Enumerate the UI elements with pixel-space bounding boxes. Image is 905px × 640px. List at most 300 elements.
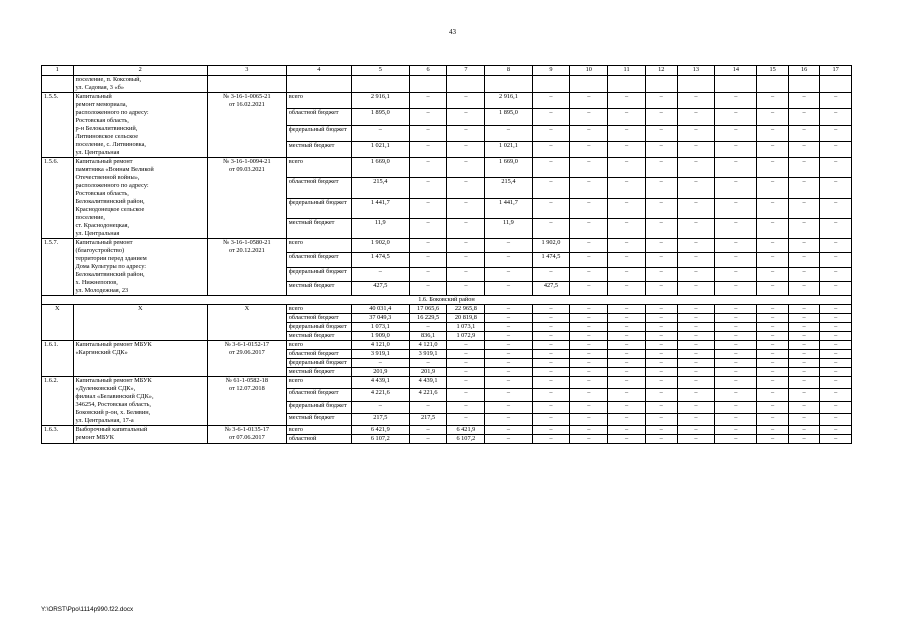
value-cell: – [715,305,757,314]
value-cell: – [820,332,852,341]
value-cell: – [788,332,820,341]
item-name [73,239,207,296]
value-cell: – [646,413,678,425]
value-cell: – [677,281,715,295]
value-cell: – [608,198,646,218]
value-cell: – [485,377,532,389]
cell-line: Капитальный ремонт [75,239,133,246]
value-cell: – [646,267,678,281]
funding-source: всего [286,93,351,109]
value-cell: – [447,109,485,125]
value-cell: – [532,323,570,332]
value-cell: – [715,141,757,157]
value-cell: – [532,314,570,323]
value-cell: – [409,158,447,178]
value-cell: – [485,350,532,359]
value-cell: – [820,109,852,125]
section-row [42,296,852,305]
value-cell: – [570,401,608,413]
value-cell: – [409,323,447,332]
value-cell: – [485,267,532,281]
value-cell: – [677,253,715,267]
value-cell: – [646,368,678,377]
empty-cell [788,76,820,93]
value-cell: – [757,426,789,435]
table-row [42,305,852,314]
value-cell: – [677,141,715,157]
value-cell: – [788,93,820,109]
value-cell: – [485,323,532,332]
value-cell: 1 441,7 [485,198,532,218]
value-cell: – [757,341,789,350]
value-cell: – [485,332,532,341]
value-cell: – [788,239,820,253]
item-name [73,377,207,426]
value-cell: – [788,323,820,332]
cell-line: расположенного по адресу: [75,109,149,116]
value-cell: – [608,218,646,238]
value-cell: – [570,178,608,198]
value-cell: – [532,401,570,413]
value-cell: 2 916,1 [351,93,409,109]
funding-source: федеральный бюджет [286,359,351,368]
value-cell: – [532,377,570,389]
value-cell: – [447,158,485,178]
item-document [207,341,286,377]
item-document [207,158,286,239]
value-cell: – [608,178,646,198]
value-cell: – [757,305,789,314]
value-cell: – [677,359,715,368]
empty-cell [485,76,532,93]
value-cell: 3 919,1 [351,350,409,359]
column-number: 8 [485,66,532,76]
value-cell: – [715,253,757,267]
funding-source: местный бюджет [286,332,351,341]
value-cell: – [447,389,485,401]
table-row [42,239,852,253]
funding-source: областной бюджет [286,178,351,198]
value-cell: – [532,158,570,178]
value-cell: 217,5 [351,413,409,425]
value-cell: – [757,389,789,401]
value-cell: – [570,125,608,141]
value-cell: 1 073,1 [447,323,485,332]
value-cell: – [532,93,570,109]
table-row [42,341,852,350]
item-number: 1.6.2. [42,377,74,426]
cell-line: ул. Центральная [75,149,120,156]
value-cell: – [532,125,570,141]
value-cell: – [820,389,852,401]
item-document [207,377,286,426]
cell-line: Белокалитвинский район, [75,198,145,205]
value-cell: – [820,141,852,157]
value-cell: – [820,198,852,218]
value-cell: – [485,253,532,267]
value-cell: – [570,93,608,109]
value-cell: – [608,401,646,413]
value-cell: – [409,281,447,295]
value-cell: – [820,158,852,178]
value-cell: – [485,435,532,444]
value-cell: – [409,178,447,198]
value-cell: – [715,377,757,389]
value-cell: – [757,125,789,141]
empty-cell [207,76,286,93]
funding-source: областной бюджет [286,253,351,267]
value-cell: – [409,253,447,267]
value-cell: – [757,401,789,413]
value-cell: 427,5 [351,281,409,295]
value-cell: – [820,178,852,198]
value-cell: – [646,141,678,157]
value-cell: 37 049,3 [351,314,409,323]
value-cell: – [646,178,678,198]
funding-source: всего [286,305,351,314]
value-cell: – [351,125,409,141]
cell-line: 346254, Ростовская область, [75,401,151,408]
funding-source: всего [286,426,351,435]
value-cell: – [608,253,646,267]
column-number-row [42,66,852,76]
cell-line: Капитальный ремонт МБУК [75,341,152,348]
value-cell: 836,1 [409,332,447,341]
value-cell: – [485,281,532,295]
value-cell: – [715,413,757,425]
item-document [207,305,286,341]
value-cell: – [646,401,678,413]
value-cell: – [788,435,820,444]
value-cell: – [608,267,646,281]
value-cell: – [447,125,485,141]
value-cell: – [820,368,852,377]
value-cell: – [788,413,820,425]
funding-source: федеральный бюджет [286,198,351,218]
value-cell: – [409,93,447,109]
value-cell: – [409,198,447,218]
value-cell: 6 107,2 [351,435,409,444]
value-cell: – [485,389,532,401]
value-cell: – [820,218,852,238]
value-cell: 6 421,9 [447,426,485,435]
column-number: 4 [286,66,351,76]
value-cell: – [409,141,447,157]
value-cell: – [715,158,757,178]
value-cell: – [646,426,678,435]
value-cell: – [757,239,789,253]
funding-source: областной бюджет [286,389,351,401]
funding-source: местный бюджет [286,218,351,238]
value-cell: – [757,377,789,389]
value-cell: – [715,218,757,238]
value-cell: – [485,305,532,314]
value-cell: – [788,141,820,157]
empty-cell [757,76,789,93]
funding-source: местный бюджет [286,281,351,295]
value-cell: – [570,109,608,125]
value-cell: – [608,389,646,401]
value-cell: – [820,125,852,141]
value-cell: – [447,178,485,198]
funding-source: федеральный бюджет [286,125,351,141]
value-cell: – [409,267,447,281]
value-cell: – [409,426,447,435]
table-row [42,93,852,109]
value-cell: – [532,109,570,125]
column-number: 13 [677,66,715,76]
value-cell: – [757,435,789,444]
value-cell: – [715,368,757,377]
column-number: 2 [73,66,207,76]
value-cell: – [757,178,789,198]
cell-line: от 16.02.2021 [229,101,265,108]
value-cell: – [677,377,715,389]
value-cell: – [570,377,608,389]
funding-source: федеральный бюджет [286,267,351,281]
value-cell: – [447,267,485,281]
value-cell: – [646,359,678,368]
cell-line: от 09.03.2021 [229,166,265,173]
value-cell: – [820,314,852,323]
cell-line: расположенного по адресу: [75,182,149,189]
value-cell: – [715,350,757,359]
value-cell: – [447,198,485,218]
value-cell: – [532,332,570,341]
value-cell: – [447,401,485,413]
value-cell: – [570,281,608,295]
funding-source: местный бюджет [286,141,351,157]
value-cell: 1 474,5 [532,253,570,267]
value-cell: 4 221,6 [351,389,409,401]
value-cell: – [646,125,678,141]
value-cell: – [788,305,820,314]
value-cell: 1 895,0 [485,109,532,125]
value-cell: – [409,125,447,141]
value-cell: – [570,368,608,377]
value-cell: 1 073,1 [351,323,409,332]
value-cell: 217,5 [409,413,447,425]
value-cell: – [409,401,447,413]
value-cell: – [608,125,646,141]
funding-source: областной бюджет [286,314,351,323]
value-cell: – [608,426,646,435]
cell-line: ул. Центральная [75,230,120,237]
item-name [73,93,207,158]
value-cell: 4 439,1 [409,377,447,389]
empty-cell [447,76,485,93]
cell-line: х. Нижнепопов, [75,279,118,286]
column-number: 9 [532,66,570,76]
value-cell: 427,5 [532,281,570,295]
value-cell: 1 669,0 [485,158,532,178]
table-row [42,377,852,389]
value-cell: – [788,426,820,435]
column-number: 10 [570,66,608,76]
value-cell: 4 121,0 [351,341,409,350]
value-cell: – [485,413,532,425]
funding-source: местный бюджет [286,368,351,377]
value-cell: – [788,109,820,125]
cell-line: № 3-16-1-0094-21 [223,158,271,165]
funding-source: всего [286,239,351,253]
value-cell: – [409,239,447,253]
value-cell: – [715,389,757,401]
cell-line: Капитальный ремонт [75,158,133,165]
funding-source: местный бюджет [286,413,351,425]
value-cell: 215,4 [351,178,409,198]
value-cell: – [788,368,820,377]
cell-line: Выборочный капитальный [75,426,148,433]
value-cell: – [820,377,852,389]
value-cell: – [788,341,820,350]
value-cell: – [532,413,570,425]
value-cell: – [715,239,757,253]
cell-line: Литвиновское сельское [75,133,139,140]
value-cell: – [677,341,715,350]
value-cell: 1 669,0 [351,158,409,178]
value-cell: – [608,323,646,332]
value-cell: – [570,218,608,238]
value-cell: – [570,158,608,178]
value-cell: – [677,239,715,253]
value-cell: – [608,359,646,368]
value-cell: – [570,341,608,350]
column-number: 7 [447,66,485,76]
value-cell: – [677,323,715,332]
cell-line: ст. Краснодонецкая, [75,222,130,229]
value-cell: – [447,239,485,253]
column-number: 1 [42,66,74,76]
funding-source: всего [286,377,351,389]
value-cell: – [677,435,715,444]
value-cell: – [485,359,532,368]
value-cell: – [677,109,715,125]
value-cell: – [820,350,852,359]
value-cell: – [788,389,820,401]
cell-line: филиал «Белавинский СДК», [75,393,154,400]
column-number: 5 [351,66,409,76]
cell-line: памятника «Воинам Великой [75,166,154,173]
value-cell: – [757,267,789,281]
value-cell: – [820,341,852,350]
cell-line: от 07.06.2017 [229,434,265,441]
value-cell: – [820,323,852,332]
column-number: 11 [608,66,646,76]
value-cell: 1 902,0 [532,239,570,253]
value-cell: – [757,141,789,157]
value-cell: 1 895,0 [351,109,409,125]
value-cell: – [788,350,820,359]
column-number: 12 [646,66,678,76]
item-number: Х [42,305,74,341]
value-cell: – [351,401,409,413]
cell-line: от 29.06.2017 [229,349,265,356]
value-cell: 1 441,7 [351,198,409,218]
item-name [73,305,207,341]
item-document [207,93,286,158]
cell-line: Боковский р-он, х. Белявин, [75,409,151,416]
empty-cell [820,76,852,93]
funding-source: всего [286,158,351,178]
value-cell: – [570,305,608,314]
value-cell: – [646,239,678,253]
value-cell: – [677,401,715,413]
value-cell: – [485,401,532,413]
item-number: 1.5.6. [42,158,74,239]
column-number: 14 [715,66,757,76]
cell-line: Отечественной войны», [75,174,140,181]
value-cell: – [757,253,789,267]
value-cell: 40 031,4 [351,305,409,314]
value-cell: – [715,332,757,341]
value-cell: – [532,305,570,314]
value-cell: – [485,239,532,253]
cell-line: поселение, [75,214,105,221]
value-cell: 1 902,0 [351,239,409,253]
value-cell: – [715,198,757,218]
value-cell: – [570,350,608,359]
value-cell: – [447,368,485,377]
value-cell: – [447,141,485,157]
item-name [73,158,207,239]
value-cell: – [677,267,715,281]
value-cell: – [570,359,608,368]
value-cell: – [447,377,485,389]
value-cell: – [570,239,608,253]
value-cell: – [532,218,570,238]
value-cell: 4 121,0 [409,341,447,350]
value-cell: – [409,218,447,238]
cell-line: № 61-1-0582-18 [225,377,268,384]
funding-source: федеральный бюджет [286,401,351,413]
value-cell: – [447,93,485,109]
cell-line: Капитальный [75,93,112,100]
value-cell: – [532,267,570,281]
cell-line: № 3-6-1-0135-17 [224,426,270,433]
item-name [73,426,207,444]
value-cell: – [677,198,715,218]
value-cell: – [532,198,570,218]
value-cell: – [820,281,852,295]
value-cell: – [608,332,646,341]
value-cell: – [351,267,409,281]
value-cell: – [820,305,852,314]
cell-line: Дома Культуры по адресу: [75,263,147,270]
value-cell: 215,4 [485,178,532,198]
value-cell: – [677,305,715,314]
cell-line: Белокалитвинский район, [75,271,145,278]
empty-cell [532,76,570,93]
value-cell: – [608,314,646,323]
value-cell: – [570,141,608,157]
value-cell: – [715,125,757,141]
value-cell: – [608,341,646,350]
value-cell: 201,9 [351,368,409,377]
value-cell: – [677,314,715,323]
value-cell: – [608,413,646,425]
cell-line: ул. Садовая, 3 «б» [75,84,124,91]
value-cell: 11,9 [485,218,532,238]
value-cell: 20 819,8 [447,314,485,323]
value-cell: – [409,435,447,444]
value-cell: – [447,253,485,267]
cell-line: от 12.07.2018 [229,385,265,392]
value-cell: 201,9 [409,368,447,377]
value-cell: – [677,350,715,359]
empty-cell [677,76,715,93]
value-cell: – [608,93,646,109]
